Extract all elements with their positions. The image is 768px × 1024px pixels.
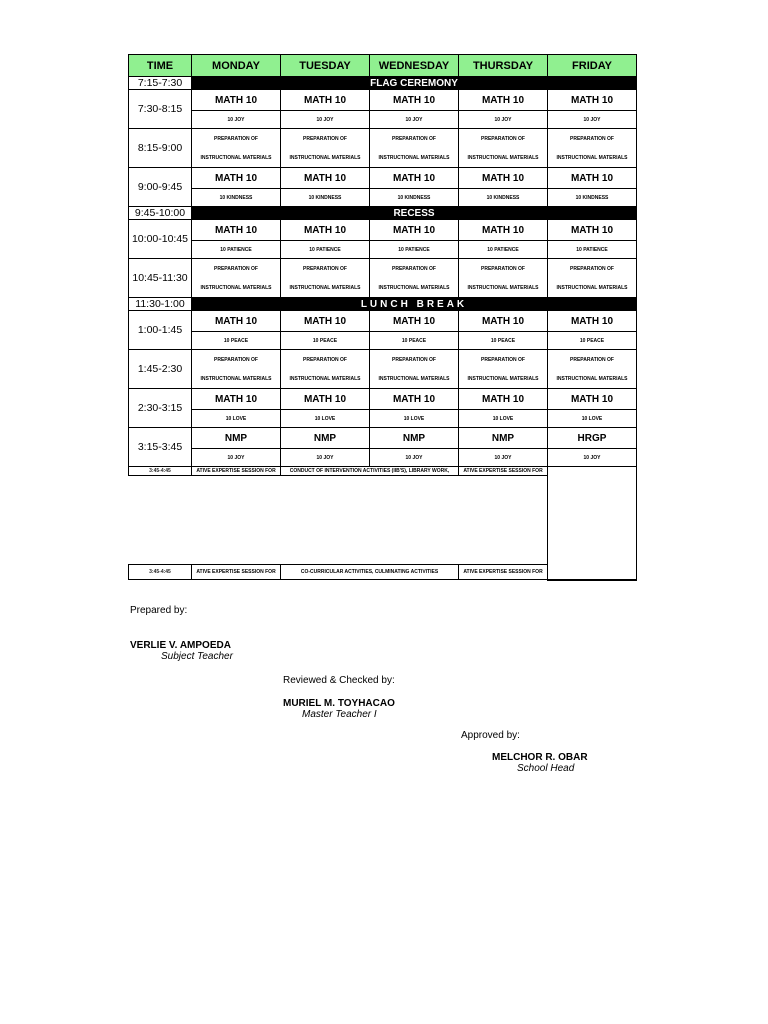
section-cell: 10 PATIENCE: [548, 241, 637, 259]
section-row: [129, 332, 637, 350]
prep-cell-line2: INSTRUCTIONAL MATERIALS: [192, 148, 281, 168]
break-row: [129, 298, 637, 311]
prep-cell-line1: PREPARATION OF: [192, 259, 281, 279]
activity-cell: ATIVE EXPERTISE SESSION FOR: [459, 565, 548, 580]
section-cell: 10 LOVE: [370, 410, 459, 428]
time-cell: 3:45-4:45: [129, 565, 192, 580]
break-label: FLAG CEREMONY: [192, 77, 637, 90]
section-row: [129, 111, 637, 129]
prep-cell-line1: PREPARATION OF: [370, 350, 459, 370]
section-cell: 10 JOY: [459, 111, 548, 129]
reviewed-by-label: Reviewed & Checked by:: [283, 675, 395, 686]
after-class-row-top: [129, 467, 637, 476]
time-cell: 3:45-4:45: [129, 467, 192, 476]
break-row: [129, 207, 637, 220]
section-cell: 10 PEACE: [548, 332, 637, 350]
subject-cell: MATH 10: [192, 311, 281, 332]
subject-cell: MATH 10: [192, 90, 281, 111]
approved-by-label: Approved by:: [461, 730, 520, 741]
subject-cell: MATH 10: [192, 220, 281, 241]
section-cell: 10 JOY: [192, 111, 281, 129]
subject-cell: MATH 10: [281, 168, 370, 189]
section-cell: 10 JOY: [370, 111, 459, 129]
section-cell: 10 PEACE: [370, 332, 459, 350]
section-cell: 10 KINDNESS: [548, 189, 637, 207]
time-cell: 1:00-1:45: [129, 311, 192, 350]
prep-cell-line1: PREPARATION OF: [281, 259, 370, 279]
section-row: [129, 189, 637, 207]
subject-cell: MATH 10: [281, 389, 370, 410]
prep-cell-line1: PREPARATION OF: [370, 259, 459, 279]
break-row: [129, 77, 637, 90]
section-cell: 10 KINDNESS: [370, 189, 459, 207]
subject-cell: MATH 10: [548, 168, 637, 189]
time-cell: 7:15-7:30: [129, 77, 192, 90]
approved-by-role: School Head: [517, 763, 575, 774]
prep-row-2: [129, 278, 637, 298]
time-cell: 9:45-10:00: [129, 207, 192, 220]
time-cell: 7:30-8:15: [129, 90, 192, 129]
activity-cell: CO-CURRICULAR ACTIVITIES, CULMINATING ACTIVITIES: [281, 565, 459, 580]
subject-cell: MATH 10: [192, 389, 281, 410]
activity-cell-empty: [548, 467, 637, 580]
activity-cell: ATIVE EXPERTISE SESSION FOR: [192, 565, 281, 580]
activity-cell: ATIVE EXPERTISE SESSION FOR: [192, 467, 281, 476]
section-cell: 10 PEACE: [281, 332, 370, 350]
subject-cell: MATH 10: [548, 311, 637, 332]
prep-cell-line2: INSTRUCTIONAL MATERIALS: [370, 278, 459, 298]
header-day: WEDNESDAY: [370, 55, 459, 77]
prep-cell-line2: INSTRUCTIONAL MATERIALS: [370, 369, 459, 389]
prep-row: [129, 350, 637, 370]
schedule-body: [129, 77, 637, 580]
prep-cell-line1: PREPARATION OF: [281, 129, 370, 149]
subject-cell: NMP: [370, 428, 459, 449]
header-day: FRIDAY: [548, 55, 637, 77]
reviewed-by-role: Master Teacher I: [302, 709, 377, 720]
section-row: [129, 410, 637, 428]
class-row: [129, 220, 637, 241]
section-row: [129, 241, 637, 259]
section-cell: 10 JOY: [459, 449, 548, 467]
prep-cell-line1: PREPARATION OF: [370, 129, 459, 149]
prep-cell-line1: PREPARATION OF: [548, 350, 637, 370]
prep-cell-line2: INSTRUCTIONAL MATERIALS: [281, 369, 370, 389]
class-row: [129, 428, 637, 449]
subject-cell: MATH 10: [370, 311, 459, 332]
time-cell: 10:00-10:45: [129, 220, 192, 259]
class-row: [129, 389, 637, 410]
approved-by-name: MELCHOR R. OBAR: [492, 752, 588, 763]
prep-cell-line1: PREPARATION OF: [548, 259, 637, 279]
subject-cell: MATH 10: [548, 90, 637, 111]
prep-cell-line1: PREPARATION OF: [192, 129, 281, 149]
prep-cell-line2: INSTRUCTIONAL MATERIALS: [281, 278, 370, 298]
section-cell: 10 LOVE: [548, 410, 637, 428]
class-row: [129, 168, 637, 189]
break-label: RECESS: [192, 207, 637, 220]
subject-cell: MATH 10: [192, 168, 281, 189]
section-cell: 10 PEACE: [459, 332, 548, 350]
prepared-by-label: Prepared by:: [130, 605, 188, 616]
section-cell: 10 PATIENCE: [281, 241, 370, 259]
section-cell: 10 JOY: [548, 449, 637, 467]
reviewed-by-name: MURIEL M. TOYHACAO: [283, 698, 395, 709]
prep-cell-line2: INSTRUCTIONAL MATERIALS: [459, 148, 548, 168]
subject-cell: MATH 10: [459, 220, 548, 241]
subject-cell: NMP: [459, 428, 548, 449]
subject-cell: HRGP: [548, 428, 637, 449]
section-cell: 10 PEACE: [192, 332, 281, 350]
class-row: [129, 311, 637, 332]
section-cell: 10 PATIENCE: [370, 241, 459, 259]
activity-cell: CONDUCT OF INTERVENTION ACTIVITIES (IIB'S), LIBRARY WORK,: [281, 467, 459, 476]
prep-row: [129, 129, 637, 149]
prep-cell-line1: PREPARATION OF: [192, 350, 281, 370]
prep-cell-line2: INSTRUCTIONAL MATERIALS: [281, 148, 370, 168]
section-cell: 10 PATIENCE: [192, 241, 281, 259]
section-cell: 10 JOY: [281, 111, 370, 129]
prep-cell-line1: PREPARATION OF: [459, 350, 548, 370]
prep-cell-line2: INSTRUCTIONAL MATERIALS: [459, 369, 548, 389]
prep-cell-line1: PREPARATION OF: [281, 350, 370, 370]
time-cell: 1:45-2:30: [129, 350, 192, 389]
section-cell: 10 JOY: [281, 449, 370, 467]
section-cell: 10 PATIENCE: [459, 241, 548, 259]
header-row: [129, 55, 637, 77]
section-cell: 10 LOVE: [459, 410, 548, 428]
subject-cell: NMP: [192, 428, 281, 449]
prep-cell-line2: INSTRUCTIONAL MATERIALS: [548, 148, 637, 168]
time-cell: 8:15-9:00: [129, 129, 192, 168]
class-row: [129, 90, 637, 111]
subject-cell: MATH 10: [370, 389, 459, 410]
section-cell: 10 LOVE: [281, 410, 370, 428]
subject-cell: MATH 10: [281, 90, 370, 111]
subject-cell: MATH 10: [370, 168, 459, 189]
prep-cell-line1: PREPARATION OF: [548, 129, 637, 149]
section-cell: 10 KINDNESS: [281, 189, 370, 207]
section-cell: 10 KINDNESS: [192, 189, 281, 207]
class-schedule-table: [128, 54, 637, 581]
subject-cell: MATH 10: [459, 90, 548, 111]
header-time: TIME: [129, 55, 192, 77]
subject-cell: MATH 10: [548, 220, 637, 241]
header-day: TUESDAY: [281, 55, 370, 77]
prepared-by-name: VERLIE V. AMPOEDA: [130, 640, 231, 651]
time-cell: 11:30-1:00: [129, 298, 192, 311]
prep-cell-line2: INSTRUCTIONAL MATERIALS: [548, 278, 637, 298]
break-label: LUNCH BREAK: [192, 298, 637, 311]
subject-cell: MATH 10: [459, 168, 548, 189]
subject-cell: MATH 10: [281, 311, 370, 332]
subject-cell: NMP: [281, 428, 370, 449]
prep-cell-line1: PREPARATION OF: [459, 129, 548, 149]
section-cell: 10 KINDNESS: [459, 189, 548, 207]
prep-row-2: [129, 148, 637, 168]
subject-cell: MATH 10: [370, 90, 459, 111]
prepared-by-role: Subject Teacher: [161, 651, 233, 662]
prep-cell-line2: INSTRUCTIONAL MATERIALS: [459, 278, 548, 298]
prep-cell-line2: INSTRUCTIONAL MATERIALS: [192, 278, 281, 298]
prep-row: [129, 259, 637, 279]
section-row: [129, 449, 637, 467]
prep-row-2: [129, 369, 637, 389]
activity-cell: ATIVE EXPERTISE SESSION FOR: [459, 467, 548, 476]
section-cell: 10 JOY: [548, 111, 637, 129]
header-day: MONDAY: [192, 55, 281, 77]
subject-cell: MATH 10: [370, 220, 459, 241]
subject-cell: MATH 10: [281, 220, 370, 241]
prep-cell-line2: INSTRUCTIONAL MATERIALS: [192, 369, 281, 389]
subject-cell: MATH 10: [548, 389, 637, 410]
prep-cell-line2: INSTRUCTIONAL MATERIALS: [370, 148, 459, 168]
time-cell: 2:30-3:15: [129, 389, 192, 428]
time-cell: 10:45-11:30: [129, 259, 192, 298]
prep-cell-line2: INSTRUCTIONAL MATERIALS: [548, 369, 637, 389]
prep-cell-line1: PREPARATION OF: [459, 259, 548, 279]
time-cell: 3:15-3:45: [129, 428, 192, 467]
section-cell: 10 LOVE: [192, 410, 281, 428]
section-cell: 10 JOY: [370, 449, 459, 467]
section-cell: 10 JOY: [192, 449, 281, 467]
subject-cell: MATH 10: [459, 389, 548, 410]
subject-cell: MATH 10: [459, 311, 548, 332]
time-cell: 9:00-9:45: [129, 168, 192, 207]
header-day: THURSDAY: [459, 55, 548, 77]
